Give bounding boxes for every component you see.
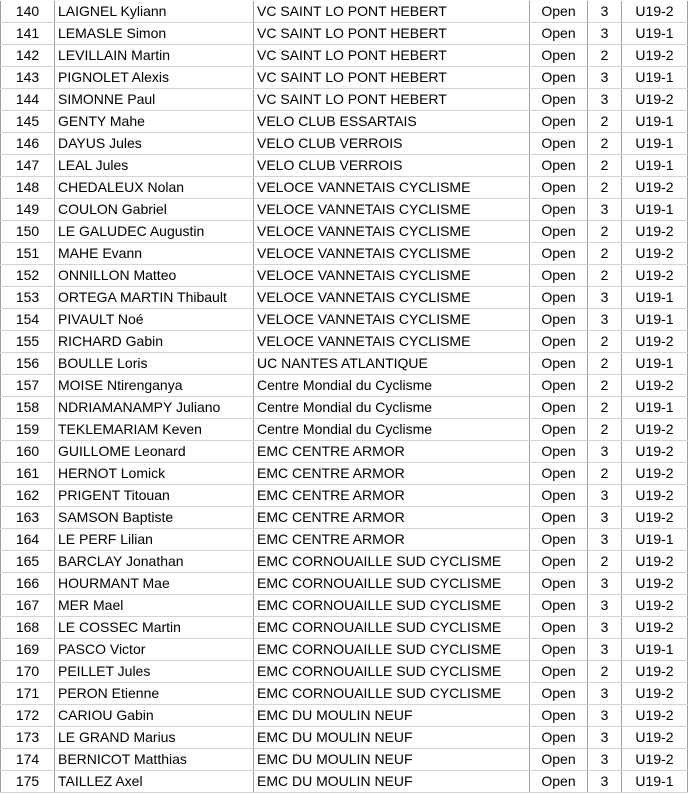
table-row xyxy=(1,419,688,441)
level-cell[interactable]: 2 xyxy=(588,419,622,441)
table-row xyxy=(1,551,688,573)
rider-number-cell[interactable]: 146 xyxy=(1,133,55,155)
rider-name-cell[interactable]: PASCO Victor xyxy=(55,639,254,661)
rider-name-cell[interactable]: PERON Etienne xyxy=(55,683,254,705)
category-cell[interactable]: Open xyxy=(530,595,588,617)
age-group-cell[interactable]: U19-2 xyxy=(622,683,688,705)
age-group-cell[interactable]: U19-2 xyxy=(622,595,688,617)
level-cell[interactable]: 3 xyxy=(588,199,622,221)
table-row xyxy=(1,639,688,661)
category-cell[interactable]: Open xyxy=(530,177,588,199)
rider-number-cell[interactable]: 169 xyxy=(1,639,55,661)
age-group-cell[interactable]: U19-1 xyxy=(622,111,688,133)
rider-number-cell[interactable]: 172 xyxy=(1,705,55,727)
club-name-cell[interactable]: VELO CLUB ESSARTAIS xyxy=(254,111,530,133)
table-row xyxy=(1,331,688,353)
club-name-cell[interactable]: VC SAINT LO PONT HEBERT xyxy=(254,45,530,67)
club-name-cell[interactable]: EMC DU MOULIN NEUF xyxy=(254,749,530,771)
rider-name-cell[interactable]: BOULLE Loris xyxy=(55,353,254,375)
rider-number-cell[interactable]: 161 xyxy=(1,463,55,485)
club-name-cell[interactable]: EMC DU MOULIN NEUF xyxy=(254,771,530,793)
rider-number-cell[interactable]: 173 xyxy=(1,727,55,749)
rider-number-cell[interactable]: 152 xyxy=(1,265,55,287)
rider-name-cell[interactable]: MOISE Ntirenganya xyxy=(55,375,254,397)
rider-number-cell[interactable]: 151 xyxy=(1,243,55,265)
age-group-cell[interactable]: U19-2 xyxy=(622,331,688,353)
level-cell[interactable]: 3 xyxy=(588,573,622,595)
rider-name-cell[interactable]: LEVILLAIN Martin xyxy=(55,45,254,67)
age-group-cell[interactable]: U19-1 xyxy=(622,287,688,309)
age-group-cell[interactable]: U19-2 xyxy=(622,419,688,441)
level-cell[interactable]: 2 xyxy=(588,661,622,683)
category-cell[interactable]: Open xyxy=(530,67,588,89)
age-group-cell[interactable]: U19-1 xyxy=(622,353,688,375)
club-name-cell[interactable]: EMC CENTRE ARMOR xyxy=(254,463,530,485)
rider-name-cell[interactable]: LAIGNEL Kyliann xyxy=(55,1,254,23)
age-group-cell[interactable]: U19-2 xyxy=(622,661,688,683)
category-cell[interactable]: Open xyxy=(530,705,588,727)
rider-name-cell[interactable]: BERNICOT Matthias xyxy=(55,749,254,771)
table-row xyxy=(1,661,688,683)
level-cell[interactable]: 3 xyxy=(588,617,622,639)
category-cell[interactable]: Open xyxy=(530,419,588,441)
rider-name-cell[interactable]: HERNOT Lomick xyxy=(55,463,254,485)
table-row xyxy=(1,177,688,199)
category-cell[interactable]: Open xyxy=(530,199,588,221)
rider-name-cell[interactable]: ORTEGA MARTIN Thibault xyxy=(55,287,254,309)
club-name-cell[interactable]: VELOCE VANNETAIS CYCLISME xyxy=(254,331,530,353)
table-row xyxy=(1,221,688,243)
table-row xyxy=(1,111,688,133)
rider-number-cell[interactable]: 148 xyxy=(1,177,55,199)
category-cell[interactable]: Open xyxy=(530,441,588,463)
category-cell[interactable]: Open xyxy=(530,155,588,177)
rider-name-cell[interactable]: GENTY Mahe xyxy=(55,111,254,133)
age-group-cell[interactable]: U19-2 xyxy=(622,441,688,463)
level-cell[interactable]: 2 xyxy=(588,331,622,353)
level-cell[interactable]: 3 xyxy=(588,529,622,551)
table-row xyxy=(1,463,688,485)
table-row xyxy=(1,1,688,23)
level-cell[interactable]: 2 xyxy=(588,243,622,265)
rider-number-cell[interactable]: 155 xyxy=(1,331,55,353)
club-name-cell[interactable]: VELOCE VANNETAIS CYCLISME xyxy=(254,309,530,331)
rider-name-cell[interactable]: PEILLET Jules xyxy=(55,661,254,683)
category-cell[interactable]: Open xyxy=(530,265,588,287)
club-name-cell[interactable]: VC SAINT LO PONT HEBERT xyxy=(254,23,530,45)
rider-number-cell[interactable]: 175 xyxy=(1,771,55,793)
rider-number-cell[interactable]: 167 xyxy=(1,595,55,617)
table-row xyxy=(1,45,688,67)
level-cell[interactable]: 2 xyxy=(588,111,622,133)
category-cell[interactable]: Open xyxy=(530,617,588,639)
category-cell[interactable]: Open xyxy=(530,353,588,375)
rider-number-cell[interactable]: 165 xyxy=(1,551,55,573)
level-cell[interactable]: 3 xyxy=(588,639,622,661)
level-cell[interactable]: 3 xyxy=(588,485,622,507)
age-group-cell[interactable]: U19-2 xyxy=(622,507,688,529)
table-row xyxy=(1,749,688,771)
club-name-cell[interactable]: VELOCE VANNETAIS CYCLISME xyxy=(254,287,530,309)
rider-number-cell[interactable]: 170 xyxy=(1,661,55,683)
level-cell[interactable]: 2 xyxy=(588,353,622,375)
age-group-cell[interactable]: U19-1 xyxy=(622,771,688,793)
rider-number-cell[interactable]: 140 xyxy=(1,1,55,23)
level-cell[interactable]: 2 xyxy=(588,177,622,199)
category-cell[interactable]: Open xyxy=(530,683,588,705)
category-cell[interactable]: Open xyxy=(530,485,588,507)
rider-name-cell[interactable]: LEMASLE Simon xyxy=(55,23,254,45)
club-name-cell[interactable]: VC SAINT LO PONT HEBERT xyxy=(254,1,530,23)
category-cell[interactable]: Open xyxy=(530,1,588,23)
level-cell[interactable]: 3 xyxy=(588,595,622,617)
level-cell[interactable]: 3 xyxy=(588,287,622,309)
level-cell[interactable]: 3 xyxy=(588,23,622,45)
table-row xyxy=(1,23,688,45)
rider-number-cell[interactable]: 150 xyxy=(1,221,55,243)
club-name-cell[interactable]: VELOCE VANNETAIS CYCLISME xyxy=(254,265,530,287)
club-name-cell[interactable]: VELOCE VANNETAIS CYCLISME xyxy=(254,221,530,243)
age-group-cell[interactable]: U19-2 xyxy=(622,705,688,727)
table-row xyxy=(1,155,688,177)
table-row xyxy=(1,243,688,265)
table-row xyxy=(1,573,688,595)
table-row xyxy=(1,199,688,221)
category-cell[interactable]: Open xyxy=(530,749,588,771)
rider-name-cell[interactable]: PIVAULT Noé xyxy=(55,309,254,331)
level-cell[interactable]: 2 xyxy=(588,397,622,419)
age-group-cell[interactable]: U19-1 xyxy=(622,67,688,89)
age-group-cell[interactable]: U19-2 xyxy=(622,573,688,595)
age-group-cell[interactable]: U19-2 xyxy=(622,177,688,199)
age-group-cell[interactable]: U19-2 xyxy=(622,221,688,243)
age-group-cell[interactable]: U19-2 xyxy=(622,265,688,287)
rider-number-cell[interactable]: 149 xyxy=(1,199,55,221)
table-row xyxy=(1,705,688,727)
age-group-cell[interactable]: U19-2 xyxy=(622,485,688,507)
table-row xyxy=(1,353,688,375)
club-name-cell[interactable]: EMC CENTRE ARMOR xyxy=(254,485,530,507)
club-name-cell[interactable]: UC NANTES ATLANTIQUE xyxy=(254,353,530,375)
age-group-cell[interactable]: U19-2 xyxy=(622,727,688,749)
category-cell[interactable]: Open xyxy=(530,397,588,419)
club-name-cell[interactable]: EMC CORNOUAILLE SUD CYCLISME xyxy=(254,639,530,661)
rider-number-cell[interactable]: 147 xyxy=(1,155,55,177)
age-group-cell[interactable]: U19-2 xyxy=(622,375,688,397)
category-cell[interactable]: Open xyxy=(530,309,588,331)
rider-name-cell[interactable]: CHEDALEUX Nolan xyxy=(55,177,254,199)
rider-number-cell[interactable]: 141 xyxy=(1,23,55,45)
rider-table xyxy=(0,1,688,793)
rider-number-cell[interactable]: 163 xyxy=(1,507,55,529)
club-name-cell[interactable]: VC SAINT LO PONT HEBERT xyxy=(254,67,530,89)
rider-number-cell[interactable]: 157 xyxy=(1,375,55,397)
rider-number-cell[interactable]: 145 xyxy=(1,111,55,133)
rider-number-cell[interactable]: 156 xyxy=(1,353,55,375)
rider-number-cell[interactable]: 159 xyxy=(1,419,55,441)
age-group-cell[interactable]: U19-1 xyxy=(622,397,688,419)
rider-name-cell[interactable]: NDRIAMANAMPY Juliano xyxy=(55,397,254,419)
rider-name-cell[interactable]: PRIGENT Titouan xyxy=(55,485,254,507)
level-cell[interactable]: 2 xyxy=(588,265,622,287)
category-cell[interactable]: Open xyxy=(530,573,588,595)
club-name-cell[interactable]: VELOCE VANNETAIS CYCLISME xyxy=(254,177,530,199)
category-cell[interactable]: Open xyxy=(530,23,588,45)
club-name-cell[interactable]: EMC CORNOUAILLE SUD CYCLISME xyxy=(254,595,530,617)
rider-number-cell[interactable]: 153 xyxy=(1,287,55,309)
age-group-cell[interactable]: U19-1 xyxy=(622,133,688,155)
club-name-cell[interactable]: EMC CORNOUAILLE SUD CYCLISME xyxy=(254,617,530,639)
table-row xyxy=(1,133,688,155)
rider-name-cell[interactable]: SIMONNE Paul xyxy=(55,89,254,111)
rider-name-cell[interactable]: CARIOU Gabin xyxy=(55,705,254,727)
age-group-cell[interactable]: U19-2 xyxy=(622,45,688,67)
club-name-cell[interactable]: EMC CORNOUAILLE SUD CYCLISME xyxy=(254,551,530,573)
age-group-cell[interactable]: U19-2 xyxy=(622,89,688,111)
table-row xyxy=(1,375,688,397)
rider-name-cell[interactable]: TEKLEMARIAM Keven xyxy=(55,419,254,441)
rider-number-cell[interactable]: 168 xyxy=(1,617,55,639)
level-cell[interactable]: 3 xyxy=(588,683,622,705)
rider-number-cell[interactable]: 143 xyxy=(1,67,55,89)
club-name-cell[interactable]: VELOCE VANNETAIS CYCLISME xyxy=(254,199,530,221)
age-group-cell[interactable]: U19-1 xyxy=(622,309,688,331)
table-row xyxy=(1,485,688,507)
club-name-cell[interactable]: VELO CLUB VERROIS xyxy=(254,155,530,177)
level-cell[interactable]: 2 xyxy=(588,551,622,573)
level-cell[interactable]: 2 xyxy=(588,463,622,485)
category-cell[interactable]: Open xyxy=(530,287,588,309)
table-row xyxy=(1,397,688,419)
category-cell[interactable]: Open xyxy=(530,507,588,529)
level-cell[interactable]: 3 xyxy=(588,749,622,771)
table-row xyxy=(1,265,688,287)
table-row xyxy=(1,309,688,331)
category-cell[interactable]: Open xyxy=(530,45,588,67)
rider-number-cell[interactable]: 144 xyxy=(1,89,55,111)
table-row xyxy=(1,617,688,639)
table-row xyxy=(1,529,688,551)
table-row xyxy=(1,771,688,793)
rider-name-cell[interactable]: BARCLAY Jonathan xyxy=(55,551,254,573)
age-group-cell[interactable]: U19-1 xyxy=(622,155,688,177)
category-cell[interactable]: Open xyxy=(530,727,588,749)
category-cell[interactable]: Open xyxy=(530,133,588,155)
level-cell[interactable]: 3 xyxy=(588,89,622,111)
club-name-cell[interactable]: Centre Mondial du Cyclisme xyxy=(254,375,530,397)
rider-name-cell[interactable]: MAHE Evann xyxy=(55,243,254,265)
rider-name-cell[interactable]: LE GALUDEC Augustin xyxy=(55,221,254,243)
rider-number-cell[interactable]: 162 xyxy=(1,485,55,507)
level-cell[interactable]: 3 xyxy=(588,705,622,727)
club-name-cell[interactable]: EMC CENTRE ARMOR xyxy=(254,529,530,551)
rider-number-cell[interactable]: 171 xyxy=(1,683,55,705)
level-cell[interactable]: 3 xyxy=(588,1,622,23)
category-cell[interactable]: Open xyxy=(530,375,588,397)
table-row xyxy=(1,441,688,463)
club-name-cell[interactable]: VELO CLUB VERROIS xyxy=(254,133,530,155)
club-name-cell[interactable]: EMC DU MOULIN NEUF xyxy=(254,705,530,727)
club-name-cell[interactable]: VELOCE VANNETAIS CYCLISME xyxy=(254,243,530,265)
table-body xyxy=(1,1,688,793)
rider-name-cell[interactable]: LEAL Jules xyxy=(55,155,254,177)
rider-name-cell[interactable]: SAMSON Baptiste xyxy=(55,507,254,529)
rider-name-cell[interactable]: DAYUS Jules xyxy=(55,133,254,155)
level-cell[interactable]: 2 xyxy=(588,221,622,243)
club-name-cell[interactable]: Centre Mondial du Cyclisme xyxy=(254,397,530,419)
level-cell[interactable]: 3 xyxy=(588,309,622,331)
category-cell[interactable]: Open xyxy=(530,221,588,243)
age-group-cell[interactable]: U19-1 xyxy=(622,639,688,661)
category-cell[interactable]: Open xyxy=(530,111,588,133)
age-group-cell[interactable]: U19-1 xyxy=(622,23,688,45)
club-name-cell[interactable]: EMC CORNOUAILLE SUD CYCLISME xyxy=(254,573,530,595)
rider-number-cell[interactable]: 158 xyxy=(1,397,55,419)
level-cell[interactable]: 2 xyxy=(588,155,622,177)
age-group-cell[interactable]: U19-2 xyxy=(622,749,688,771)
rider-name-cell[interactable]: LE PERF Lilian xyxy=(55,529,254,551)
level-cell[interactable]: 3 xyxy=(588,771,622,793)
club-name-cell[interactable]: Centre Mondial du Cyclisme xyxy=(254,419,530,441)
rider-number-cell[interactable]: 166 xyxy=(1,573,55,595)
rider-number-cell[interactable]: 174 xyxy=(1,749,55,771)
level-cell[interactable]: 2 xyxy=(588,133,622,155)
table-row xyxy=(1,287,688,309)
age-group-cell[interactable]: U19-2 xyxy=(622,551,688,573)
rider-name-cell[interactable]: LE COSSEC Martin xyxy=(55,617,254,639)
category-cell[interactable]: Open xyxy=(530,331,588,353)
age-group-cell[interactable]: U19-1 xyxy=(622,199,688,221)
category-cell[interactable]: Open xyxy=(530,463,588,485)
table-row xyxy=(1,89,688,111)
table-row xyxy=(1,507,688,529)
club-name-cell[interactable]: EMC CORNOUAILLE SUD CYCLISME xyxy=(254,661,530,683)
level-cell[interactable]: 3 xyxy=(588,441,622,463)
age-group-cell[interactable]: U19-2 xyxy=(622,463,688,485)
club-name-cell[interactable]: EMC CENTRE ARMOR xyxy=(254,441,530,463)
rider-name-cell[interactable]: RICHARD Gabin xyxy=(55,331,254,353)
rider-number-cell[interactable]: 154 xyxy=(1,309,55,331)
level-cell[interactable]: 3 xyxy=(588,507,622,529)
rider-name-cell[interactable]: MER Mael xyxy=(55,595,254,617)
rider-name-cell[interactable]: COULON Gabriel xyxy=(55,199,254,221)
category-cell[interactable]: Open xyxy=(530,639,588,661)
category-cell[interactable]: Open xyxy=(530,89,588,111)
rider-name-cell[interactable]: GUILLOME Leonard xyxy=(55,441,254,463)
category-cell[interactable]: Open xyxy=(530,551,588,573)
rider-name-cell[interactable]: TAILLEZ Axel xyxy=(55,771,254,793)
level-cell[interactable]: 3 xyxy=(588,67,622,89)
age-group-cell[interactable]: U19-1 xyxy=(622,529,688,551)
age-group-cell[interactable]: U19-2 xyxy=(622,617,688,639)
rider-name-cell[interactable]: ONNILLON Matteo xyxy=(55,265,254,287)
rider-name-cell[interactable]: HOURMANT Mae xyxy=(55,573,254,595)
category-cell[interactable]: Open xyxy=(530,529,588,551)
rider-name-cell[interactable]: PIGNOLET Alexis xyxy=(55,67,254,89)
club-name-cell[interactable]: EMC CENTRE ARMOR xyxy=(254,507,530,529)
level-cell[interactable]: 3 xyxy=(588,727,622,749)
club-name-cell[interactable]: VC SAINT LO PONT HEBERT xyxy=(254,89,530,111)
age-group-cell[interactable]: U19-2 xyxy=(622,243,688,265)
table-row xyxy=(1,727,688,749)
rider-name-cell[interactable]: LE GRAND Marius xyxy=(55,727,254,749)
age-group-cell[interactable]: U19-2 xyxy=(622,1,688,23)
category-cell[interactable]: Open xyxy=(530,771,588,793)
category-cell[interactable]: Open xyxy=(530,661,588,683)
club-name-cell[interactable]: EMC DU MOULIN NEUF xyxy=(254,727,530,749)
table-row xyxy=(1,683,688,705)
club-name-cell[interactable]: EMC CORNOUAILLE SUD CYCLISME xyxy=(254,683,530,705)
level-cell[interactable]: 2 xyxy=(588,375,622,397)
table-row xyxy=(1,67,688,89)
table-row xyxy=(1,595,688,617)
category-cell[interactable]: Open xyxy=(530,243,588,265)
rider-number-cell[interactable]: 160 xyxy=(1,441,55,463)
rider-number-cell[interactable]: 142 xyxy=(1,45,55,67)
level-cell[interactable]: 2 xyxy=(588,45,622,67)
rider-number-cell[interactable]: 164 xyxy=(1,529,55,551)
